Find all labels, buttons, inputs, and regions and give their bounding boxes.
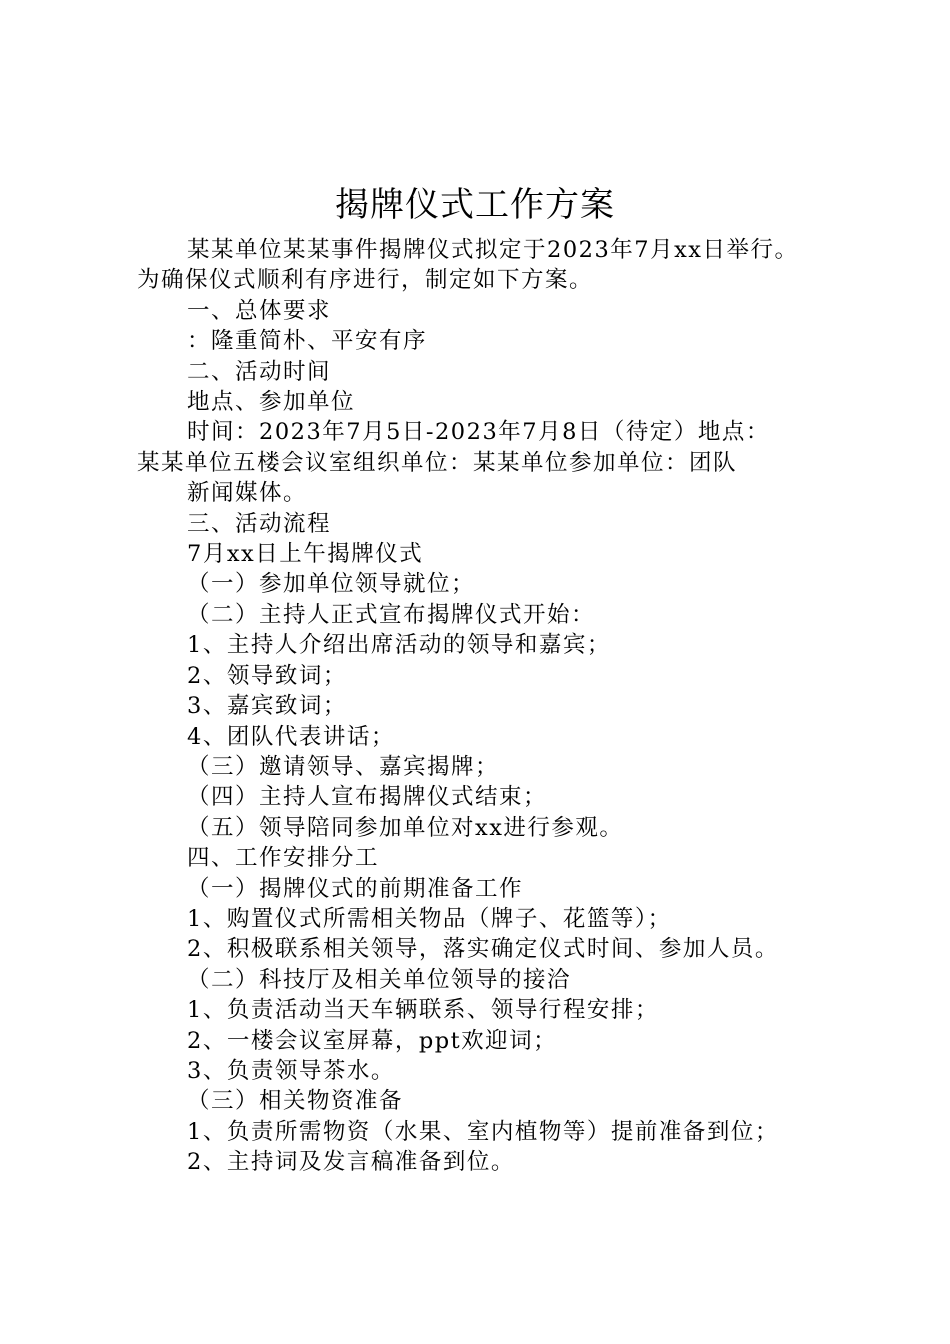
document-body (137, 235, 837, 1178)
paragraph-line: 3、嘉宾致词； (187, 693, 347, 720)
paragraph-line: 一、总体要求 (187, 297, 332, 324)
paragraph-line: 某某单位某某事件揭牌仪式拟定于2023年7月xx日举行。 (187, 237, 799, 263)
paragraph-line: 四、工作安排分工 (187, 845, 380, 872)
paragraph-line: （二）科技厅及相关单位领导的接洽 (187, 966, 572, 993)
paragraph-line: （三）邀请领导、嘉宾揭牌； (187, 753, 500, 780)
paragraph-line: （三）相关物资准备 (187, 1088, 404, 1115)
paragraph-line: 三、活动流程 (187, 510, 332, 537)
paragraph-line: 新闻媒体。 (187, 480, 308, 507)
paragraph-line: 1、主持人介绍出席活动的领导和嘉宾； (187, 632, 611, 659)
paragraph-line: 2、主持词及发言稿准备到位。 (187, 1149, 515, 1176)
paragraph-line: 时间：2023年7月5日-2023年7月8日（待定）地点： (187, 419, 770, 446)
paragraph-line: 1、购置仪式所需相关物品（牌子、花篮等）； (187, 905, 672, 932)
paragraph-line: （五）领导陪同参加单位对xx进行参观。 (187, 814, 624, 841)
paragraph-line: 7月xx日上午揭牌仪式 (187, 541, 424, 568)
paragraph-line: 1、负责活动当天车辆联系、领导行程安排； (187, 997, 659, 1024)
paragraph-line: 二、活动时间 (187, 358, 332, 385)
paragraph-line: ：隆重简朴、平安有序 (187, 328, 428, 355)
paragraph-line: 1、负责所需物资（水果、室内植物等）提前准备到位； (187, 1118, 779, 1145)
paragraph-line: 某某单位五楼会议室组织单位：某某单位参加单位：团队 (137, 449, 738, 476)
paragraph-line: 2、领导致词； (187, 662, 347, 689)
paragraph-line: 2、积极联系相关领导，落实确定仪式时间、参加人员。 (187, 936, 779, 963)
paragraph-line: （二）主持人正式宣布揭牌仪式开始： (187, 601, 596, 628)
paragraph-line: 地点、参加单位 (187, 389, 356, 416)
document-title: 揭牌仪式工作方案 (335, 185, 615, 225)
paragraph-line: （一）揭牌仪式的前期准备工作 (187, 875, 524, 902)
paragraph-line: （一）参加单位领导就位； (187, 571, 476, 598)
paragraph-line: 为确保仪式顺利有序进行，制定如下方案。 (137, 267, 594, 294)
paragraph-line: 3、负责领导茶水。 (187, 1057, 395, 1084)
paragraph-line: 2、一楼会议室屏幕，ppt欢迎词； (187, 1027, 558, 1054)
paragraph-line: 4、团队代表讲话； (187, 723, 395, 750)
paragraph-line: （四）主持人宣布揭牌仪式结束； (187, 784, 548, 811)
